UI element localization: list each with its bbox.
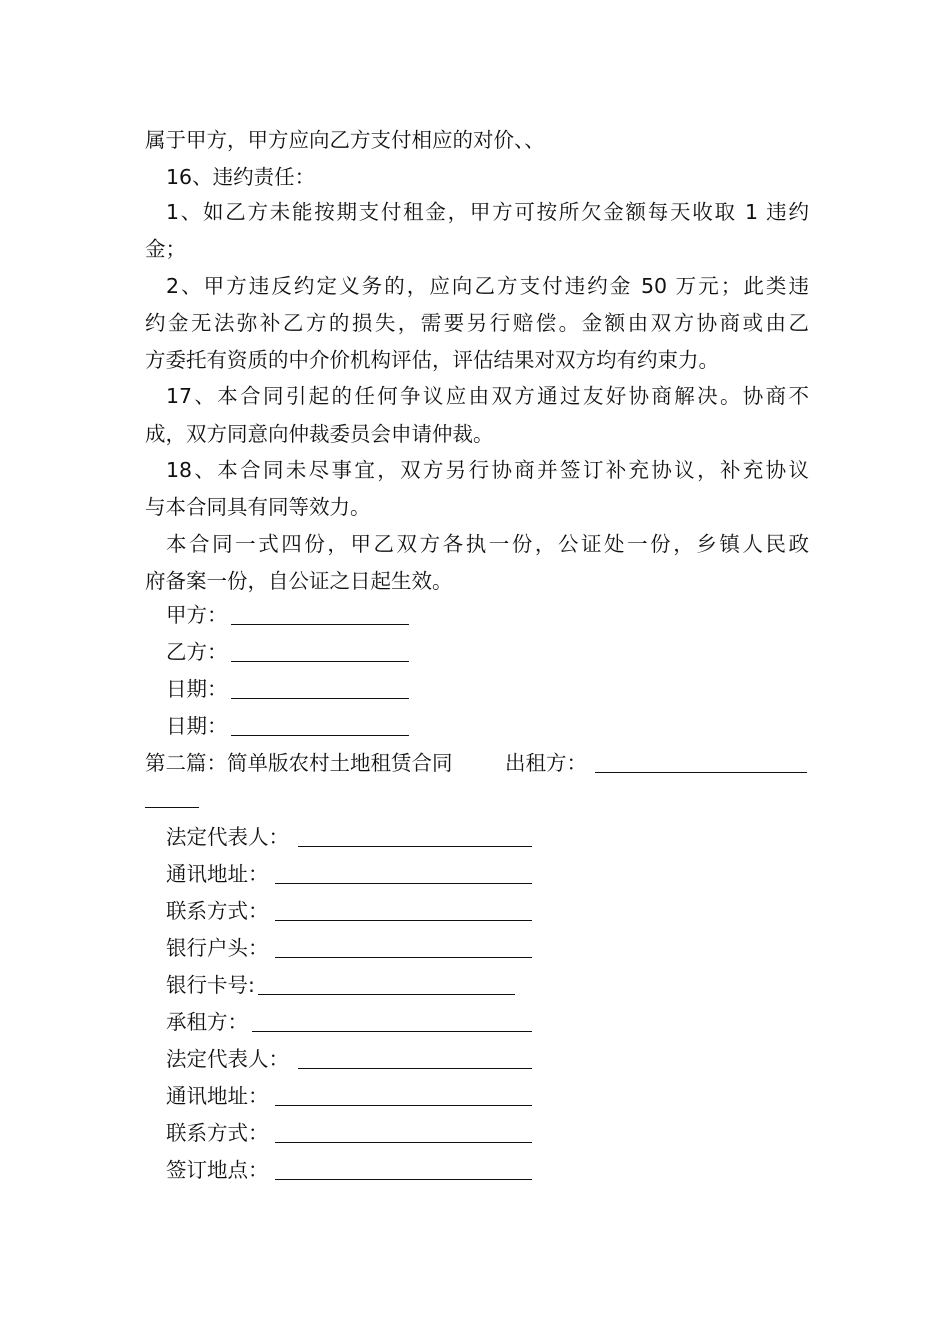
address-blank[interactable] (275, 1105, 532, 1106)
paragraph-line: 金； (145, 237, 186, 261)
legal-rep-blank[interactable] (298, 846, 532, 847)
date-blank[interactable] (231, 735, 409, 736)
clause-17-line: 17、本合同引起的任何争议应由双方通过友好协商解决。协商不 (166, 384, 809, 408)
paragraph-line: 2、甲方违反约定义务的，应向乙方支付违约金 50 万元；此类违 (166, 274, 809, 298)
address-label: 通讯地址： (166, 862, 269, 886)
contact-blank[interactable] (275, 1142, 532, 1143)
party-b-blank[interactable] (231, 661, 409, 662)
date-label: 日期： (166, 714, 228, 738)
legal-rep-label: 法定代表人： (166, 1047, 289, 1071)
paragraph-line: 与本合同具有同等效力。 (145, 495, 371, 519)
paragraph-line: 约金无法弥补乙方的损失，需要另行赔偿。金额由双方协商或由乙 (145, 311, 809, 335)
address-label: 通讯地址： (166, 1084, 269, 1108)
lessor-blank-continued[interactable] (145, 807, 199, 808)
paragraph-line: 成，双方同意向仲裁委员会申请仲裁。 (145, 422, 494, 446)
contact-blank[interactable] (275, 920, 532, 921)
bank-account-name-blank[interactable] (275, 957, 532, 958)
bank-card-label: 银行卡号: (166, 973, 255, 997)
contact-label: 联系方式： (166, 899, 269, 923)
clause-18-line: 18、本合同未尽事宜，双方另行协商并签订补充协议，补充协议 (166, 458, 809, 482)
lessee-label: 承租方： (166, 1010, 248, 1034)
party-a-blank[interactable] (231, 624, 409, 625)
date-blank[interactable] (231, 698, 409, 699)
lessee-blank[interactable] (252, 1031, 532, 1032)
legal-rep-blank[interactable] (298, 1068, 532, 1069)
lessor-blank[interactable] (595, 772, 807, 773)
party-a-label: 甲方： (166, 603, 228, 627)
clause-heading-16: 16、违约责任： (166, 165, 316, 189)
paragraph-line: 府备案一份，自公证之日起生效。 (145, 569, 453, 593)
section-title: 第二篇：简单版农村土地租赁合同 (145, 751, 453, 775)
date-label: 日期： (166, 677, 228, 701)
signing-place-blank[interactable] (275, 1179, 532, 1180)
signing-place-label: 签订地点： (166, 1158, 269, 1182)
paragraph-line: 方委托有资质的中介价机构评估，评估结果对双方均有约束力。 (145, 348, 719, 372)
paragraph-line: 属于甲方，甲方应向乙方支付相应的对价、、 (145, 128, 545, 152)
contact-label: 联系方式： (166, 1121, 269, 1145)
bank-card-blank[interactable] (258, 994, 515, 995)
lessor-label: 出租方： (505, 751, 587, 775)
party-b-label: 乙方： (166, 640, 228, 664)
legal-rep-label: 法定代表人： (166, 825, 289, 849)
address-blank[interactable] (275, 883, 532, 884)
bank-account-name-label: 银行户头： (166, 936, 269, 960)
paragraph-line: 本合同一式四份，甲乙双方各执一份，公证处一份，乡镇人民政 (166, 532, 809, 556)
paragraph-line: 1、如乙方未能按期支付租金，甲方可按所欠金额每天收取 1 违约 (166, 200, 809, 224)
